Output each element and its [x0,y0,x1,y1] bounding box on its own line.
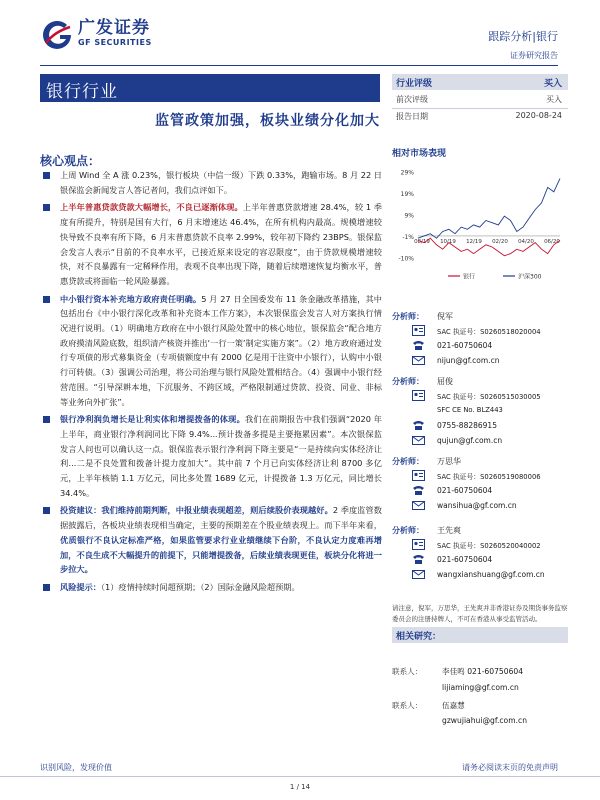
core-views-body [40,168,382,598]
analyst-cert: SAC 执证号：S0260518020004 [437,328,541,336]
core-views-title: 核心观点： [40,154,101,168]
analyst-note: 请注意，倪军，万思华，王先爽并非香港证券及期货事务监察委员会的注册持牌人，不可在香港从事受监管活动。 [392,604,568,623]
paragraph-small-banks [40,292,382,410]
analyst-phone: 021-60750604 [437,555,493,564]
rating-header [392,74,568,90]
p6-body: （1）疫情持续时间超预期；（2）国际金融风险超预期。 [100,581,300,592]
analyst-email[interactable]: wansihua@gf.com.cn [437,501,517,510]
contact-email[interactable]: lijiaming@gf.com.cn [442,683,519,692]
logo-cn-text: 广发证券 [78,18,150,38]
report-date-label: 报告日期 [396,112,428,121]
contact-row [392,666,568,678]
analyst-name: 屈俊 [437,377,453,386]
analyst-name: 倪军 [437,312,453,321]
paragraph-net-profit [40,412,382,500]
analyst-email[interactable]: wangxianshuang@gf.com.cn [437,570,545,579]
y-tick-label: 19% [400,191,414,198]
report-headline: 监管政策加强，板块业绩分化加大 [155,113,380,129]
analyst-phone: 0755-88286915 [437,421,497,430]
report-date-value: 2020-08-24 [515,111,562,120]
chart-title: 相对市场表现 [392,149,447,159]
email-icon [412,435,425,446]
contact-row [392,683,568,695]
x-tick-label: 04/20 [518,238,534,245]
related-research-header [392,627,568,643]
analyst-card [392,524,568,583]
phone-icon [412,340,425,351]
x-tick-label: 06/20 [544,238,560,245]
contact-label: 联系人： [392,667,423,676]
contact-row [392,700,568,712]
page-number: 1 / 14 [289,783,311,791]
industry-banner [40,74,380,102]
p3-body: 5 月 27 日全国委发布 11 条金融改革措施，其中包括出台《中小银行深化改革和补充资本工作方案》，本次银保监会发言人对方案执行情况进行说明。（1）明确地方政府在中小银行风险处置中的核心地位，银保监会“配合地方政府摸清风险底数，组织清产核资并推出‘一行一策’制定实施方案”。（2）地方政府通过发行专项债的形式募集资金（专项债额度中有 2000 亿是用于注资中小银行），认购中小银行可转债。（3）强调公司治理，将公司治理与银行风险处置相结合。（4）强调中小银行经营范围。“引导深耕本地，下沉服务、不跨区域，严格限制通过贷款、投资、同业、非标等业务向外扩张”。 [60,293,382,407]
p1-text: 上周 Wind 全 A 涨 0.23%，银行板块（中信一级）下跌 0.33%，跑输市场。8 月 22 日银保监会新闻发言人答记者问，我们点评如下。 [60,170,382,195]
analyst-email[interactable]: qujun@gf.com.cn [437,436,503,445]
contact-name-phone: 李佳鸣 021-60750604 [442,667,524,676]
analyst-label: 分析师： [392,312,424,321]
analyst-cert-sfc: SFC CE No. BLZ443 [437,406,503,414]
analyst-label: 分析师： [392,526,424,535]
x-tick-label: 08/19 [414,238,430,245]
rating-title: 行业评级 [396,79,433,89]
analyst-cert: SAC 执证号：S0260520040002 [437,542,541,550]
email-icon [412,500,425,511]
p5-lead: 投资建议：我们维持前期判断，中报业绩表现超差，则后续股价表现越好。 [60,505,333,516]
analyst-phone: 021-60750604 [437,486,493,495]
contact-row [392,716,568,728]
legend-label: 沪深300 [518,273,542,281]
id-card-icon [412,325,425,336]
id-card-icon [412,470,425,481]
y-tick-label: 29% [400,169,414,177]
analyst-card [392,310,568,369]
report-sub: 证券研究报告 [510,51,558,60]
rating-value: 买入 [543,79,562,89]
analyst-label: 分析师： [392,457,424,466]
gf-logo-icon [40,18,74,52]
phone-icon [412,485,425,496]
contact-name: 伍嘉慧 [442,701,465,710]
analyst-label: 分析师： [392,377,424,386]
footer-disclaimer: 请务必阅读末页的免责声明 [462,763,558,772]
analyst-cert: SAC 执证号：S0260515030005 [437,393,541,401]
legend-label: 银行 [463,273,476,281]
p6-lead: 风险提示： [60,581,101,592]
rating-divider [392,108,568,109]
prev-rating-label: 前次评级 [396,95,428,104]
company-logo [40,18,152,52]
analyst-card [392,455,568,514]
p5-body: 2 季度监管数据披露后，各板块业绩表现相当确定，主要的预期差在个股业绩表现上。而下半年来看， [60,505,382,531]
report-date-row [392,110,568,124]
p3-lead: 中小银行资本补充地方政府责任明确。 [60,293,202,304]
contact-email[interactable]: gzwujiahui@gf.com.cn [442,716,528,725]
analyst-name: 王先爽 [437,526,461,535]
p2-lead: 上半年普惠贷款贷款大幅增长，不良已逐渐体现。 [60,202,243,213]
x-tick-label: 10/19 [440,238,456,245]
analyst-cert: SAC 执证号：S0260519080006 [437,473,541,481]
y-tick-label: 9% [404,212,414,220]
prev-rating-value: 买入 [546,95,562,104]
analyst-card [392,375,568,449]
y-tick-label: -1% [402,234,414,241]
related-research-title: 相关研究： [396,632,442,642]
phone-icon [412,554,425,565]
relative-performance-chart [388,158,568,288]
report-type: 跟踪分析|银行 [488,30,558,43]
logo-en-text: GF SECURITIES [78,38,152,47]
p5-tail: 优质银行不良认定标准严格，如果监管要求行业业绩继续下台阶，不良认定力度难再增加，不良生成不大幅提升的前提下，只能增提拨备，后续业绩表现更佳，板块分化将进一步拉大。 [60,534,382,575]
p2-body: 上半年普惠贷款增速 28.4%，较 1 季度有所提升，特别是国有大行，6 月末增速达 46.4%，在所有机构内最高。规模增速较快导致不良率有所下降，6 月末普惠贷款不良率 2.99%，较年初下降约 23BPS。银保监会发言人表示“目前的不良率水平，已接近原来设定的容忍限度”，由于贷款规模增速较快，对不良暴露有一定稀释作用，表观不良率出现下降，随着后续增速恢复均衡水平，普惠贷款或将面临一轮风险暴露。 [60,202,382,286]
prev-rating-row [392,93,568,107]
email-icon [412,569,425,580]
id-card-icon [412,539,425,550]
p4-body: 我们在前期报告中我们强调“2020 年上半年，商业银行净利润同比下降 9.4%...预计拨备多提是主要拖累因素”。本次银保监发言人问也可以确认这一点。银保监表示银行净利润下降主要是“一是持续向实体经济让利...二是不良处置和拨备计提力度加大”。其中前 7 个月已向实体经济让利 8700 多亿元，上半年核销 1.1 万亿元，同比多处置 1689 亿元，计提拨备 1.3 万亿元，同比增长 34.4%。 [60,414,382,498]
paragraph-market [40,168,382,197]
id-card-icon [412,390,425,401]
series-line-csi300 [418,179,560,239]
paragraph-investment-advice [40,503,382,577]
y-tick-label: -10% [398,255,414,263]
paragraph-risk [40,580,382,595]
footer-divider [0,776,600,777]
analyst-email[interactable]: nijun@gf.com.cn [437,356,500,365]
email-icon [412,355,425,366]
x-tick-label: 12/19 [466,238,482,245]
analyst-phone: 021-60750604 [437,341,493,350]
footer-slogan: 识别风险，发现价值 [40,763,112,772]
header-divider [40,65,558,66]
paragraph-inclusive-loans [40,200,382,288]
analyst-name: 万思华 [437,457,461,466]
industry-title: 银行行业 [46,82,118,102]
contact-label: 联系人： [392,701,423,710]
p4-lead: 银行净利润负增长是让利实体和增提拨备的体现。 [60,414,245,425]
x-tick-label: 02/20 [492,238,508,245]
phone-icon [412,420,425,431]
